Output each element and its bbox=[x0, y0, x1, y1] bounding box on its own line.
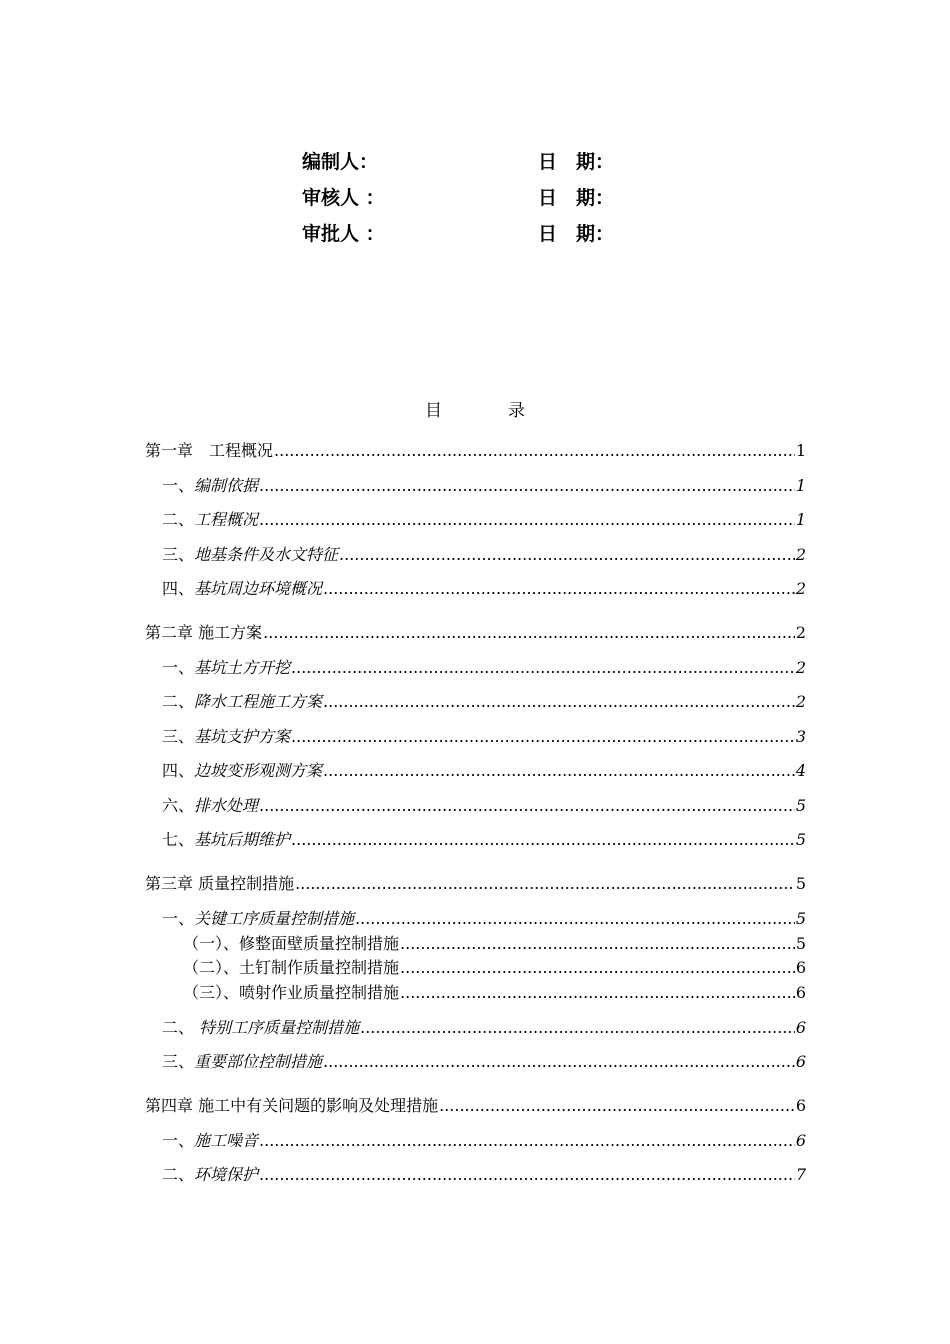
toc-entry-title: 工程概况 bbox=[209, 441, 274, 460]
toc-entry-prefix: 第四章 bbox=[145, 1096, 199, 1115]
toc-entry-page: 6 bbox=[795, 958, 806, 977]
toc-entry[interactable] bbox=[0, 440, 806, 462]
reviewer-date-label: 日 期： bbox=[538, 187, 615, 209]
toc-leader bbox=[263, 622, 795, 644]
toc-leader bbox=[259, 1130, 795, 1152]
toc-entry[interactable] bbox=[0, 691, 806, 713]
toc-entry-page: 4 bbox=[795, 761, 806, 780]
toc-entry-title: 修整面壁质量控制措施 bbox=[239, 934, 400, 953]
toc-entry[interactable] bbox=[0, 475, 806, 497]
toc-entry-prefix: 四、 bbox=[162, 761, 195, 780]
toc-entry-title: 质量控制措施 bbox=[198, 874, 295, 893]
toc-entry-prefix: 第三章 bbox=[145, 874, 199, 893]
toc-entry-title: 关键工序质量控制措施 bbox=[194, 909, 355, 928]
approver-date-label: 日 期： bbox=[538, 223, 615, 245]
toc-entry-page: 1 bbox=[795, 476, 806, 495]
toc-entry-title: 特别工序质量控制措施 bbox=[199, 1018, 360, 1037]
toc-entry-title: 基坑土方开挖 bbox=[194, 658, 291, 677]
toc-entry-page: 5 bbox=[795, 934, 806, 953]
toc-entry[interactable] bbox=[0, 1130, 806, 1152]
toc-entry[interactable] bbox=[0, 1164, 806, 1186]
toc-leader bbox=[323, 760, 795, 782]
toc-entry[interactable] bbox=[0, 760, 806, 782]
toc-leader bbox=[291, 829, 795, 851]
toc-entry-page: 6 bbox=[795, 1096, 806, 1115]
toc-entry-prefix: 二、 bbox=[162, 510, 195, 529]
toc-entry-title: 喷射作业质量控制措施 bbox=[239, 983, 400, 1002]
toc-entry-title: 地基条件及水文特征 bbox=[194, 545, 339, 564]
toc-entry-page: 5 bbox=[795, 830, 806, 849]
toc-entry-prefix: 三、 bbox=[162, 545, 195, 564]
toc-entry-title: 施工噪音 bbox=[194, 1131, 259, 1150]
toc-entry-prefix: 二、 bbox=[162, 1165, 195, 1184]
toc-entry-title: 降水工程施工方案 bbox=[194, 692, 323, 711]
toc-entry[interactable] bbox=[0, 957, 806, 979]
toc-entry-prefix: 二、 bbox=[162, 692, 195, 711]
toc-entry-prefix: 三、 bbox=[162, 727, 195, 746]
toc-entry-page: 1 bbox=[795, 510, 806, 529]
toc-entry-prefix: 第二章 bbox=[145, 623, 199, 642]
toc-entry[interactable] bbox=[0, 829, 806, 851]
toc-entry-title: 基坑后期维护 bbox=[194, 830, 291, 849]
toc-entry-prefix: （三）、 bbox=[183, 983, 240, 1002]
toc-entry[interactable] bbox=[0, 1051, 806, 1073]
toc-entry[interactable] bbox=[0, 578, 806, 600]
toc-entry-page: 2 bbox=[795, 623, 806, 642]
toc-entry-title: 施工方案 bbox=[198, 623, 263, 642]
toc-entry-page: 2 bbox=[795, 658, 806, 677]
toc-entry-page: 6 bbox=[795, 983, 806, 1002]
toc-leader bbox=[259, 1164, 795, 1186]
toc-entry-prefix: 三、 bbox=[162, 1052, 195, 1071]
toc-entry-page: 2 bbox=[795, 545, 806, 564]
toc-leader bbox=[323, 1051, 795, 1073]
toc-leader bbox=[259, 475, 795, 497]
toc-leader bbox=[323, 691, 795, 713]
toc-entry-title: 排水处理 bbox=[194, 796, 259, 815]
toc-entry-title: 环境保护 bbox=[194, 1165, 259, 1184]
toc-leader bbox=[339, 544, 795, 566]
toc-leader bbox=[259, 509, 795, 531]
toc-entry-title: 编制依据 bbox=[194, 476, 259, 495]
toc-entry-page: 6 bbox=[795, 1052, 806, 1071]
toc-entry-prefix: 一、 bbox=[162, 658, 195, 677]
toc-entry-prefix: 一、 bbox=[162, 476, 195, 495]
approver-label: 审批人 ： bbox=[302, 223, 385, 245]
toc-entry-title: 施工中有关问题的影响及处理措施 bbox=[198, 1096, 439, 1115]
toc-entry-page: 2 bbox=[795, 692, 806, 711]
toc-entry[interactable] bbox=[0, 726, 806, 748]
toc-leader bbox=[355, 908, 795, 930]
toc-entry-page: 6 bbox=[795, 1131, 806, 1150]
toc-entry[interactable] bbox=[0, 622, 806, 644]
toc-entry-title: 基坑支护方案 bbox=[194, 727, 291, 746]
toc-entry-title: 重要部位控制措施 bbox=[194, 1052, 323, 1071]
toc-entry-prefix: 六、 bbox=[162, 796, 195, 815]
toc-entry[interactable] bbox=[0, 509, 806, 531]
toc-entry[interactable] bbox=[0, 1095, 806, 1117]
toc-entry-prefix: 第一章 bbox=[145, 441, 210, 460]
toc-entry-page: 3 bbox=[795, 727, 806, 746]
toc-entry-prefix: 七、 bbox=[162, 830, 195, 849]
toc-entry-prefix: （一）、 bbox=[183, 934, 240, 953]
toc-entry-page: 5 bbox=[795, 909, 806, 928]
toc-title bbox=[0, 396, 950, 421]
toc-entry[interactable] bbox=[0, 873, 806, 895]
toc-entry-title: 基坑周边环境概况 bbox=[194, 579, 323, 598]
toc-entry[interactable] bbox=[0, 908, 806, 930]
compiler-date-label: 日 期： bbox=[538, 151, 615, 173]
toc-entry-prefix: 一、 bbox=[162, 1131, 195, 1150]
toc-title-left: 目 bbox=[425, 401, 442, 421]
toc-leader bbox=[400, 933, 795, 955]
toc-entry-page: 7 bbox=[795, 1165, 806, 1184]
toc-leader bbox=[291, 657, 795, 679]
toc-leader bbox=[291, 726, 795, 748]
toc-leader bbox=[274, 440, 795, 462]
toc-entry[interactable] bbox=[0, 933, 806, 955]
toc-entry-prefix: （二）、 bbox=[183, 958, 240, 977]
toc-entry[interactable] bbox=[0, 544, 806, 566]
toc-leader bbox=[400, 982, 795, 1004]
toc-entry[interactable] bbox=[0, 982, 806, 1004]
toc-entry-page: 6 bbox=[795, 1018, 806, 1037]
toc-entry-title: 工程概况 bbox=[194, 510, 259, 529]
toc-title-right: 录 bbox=[508, 401, 525, 421]
toc-entry-page: 5 bbox=[795, 796, 806, 815]
toc-entry-page: 5 bbox=[795, 874, 806, 893]
toc-leader bbox=[295, 873, 795, 895]
toc-entry[interactable] bbox=[0, 657, 806, 679]
toc-entry-prefix: 二、 bbox=[162, 1018, 200, 1037]
toc-entry-title: 土钉制作质量控制措施 bbox=[239, 958, 400, 977]
toc-entry-prefix: 四、 bbox=[162, 579, 195, 598]
toc-leader bbox=[323, 578, 795, 600]
toc-entry-prefix: 一、 bbox=[162, 909, 195, 928]
toc-entry[interactable] bbox=[0, 1017, 806, 1039]
toc-leader bbox=[439, 1095, 795, 1117]
reviewer-label: 审核人 ： bbox=[302, 187, 385, 209]
toc-entry-page: 1 bbox=[795, 441, 806, 460]
toc-entry-title: 边坡变形观测方案 bbox=[194, 761, 323, 780]
toc-entry-page: 2 bbox=[795, 579, 806, 598]
toc-leader bbox=[259, 795, 795, 817]
compiler-label: 编制人： bbox=[302, 151, 379, 173]
toc-entry[interactable] bbox=[0, 795, 806, 817]
toc-leader bbox=[360, 1017, 795, 1039]
toc-leader bbox=[400, 957, 795, 979]
